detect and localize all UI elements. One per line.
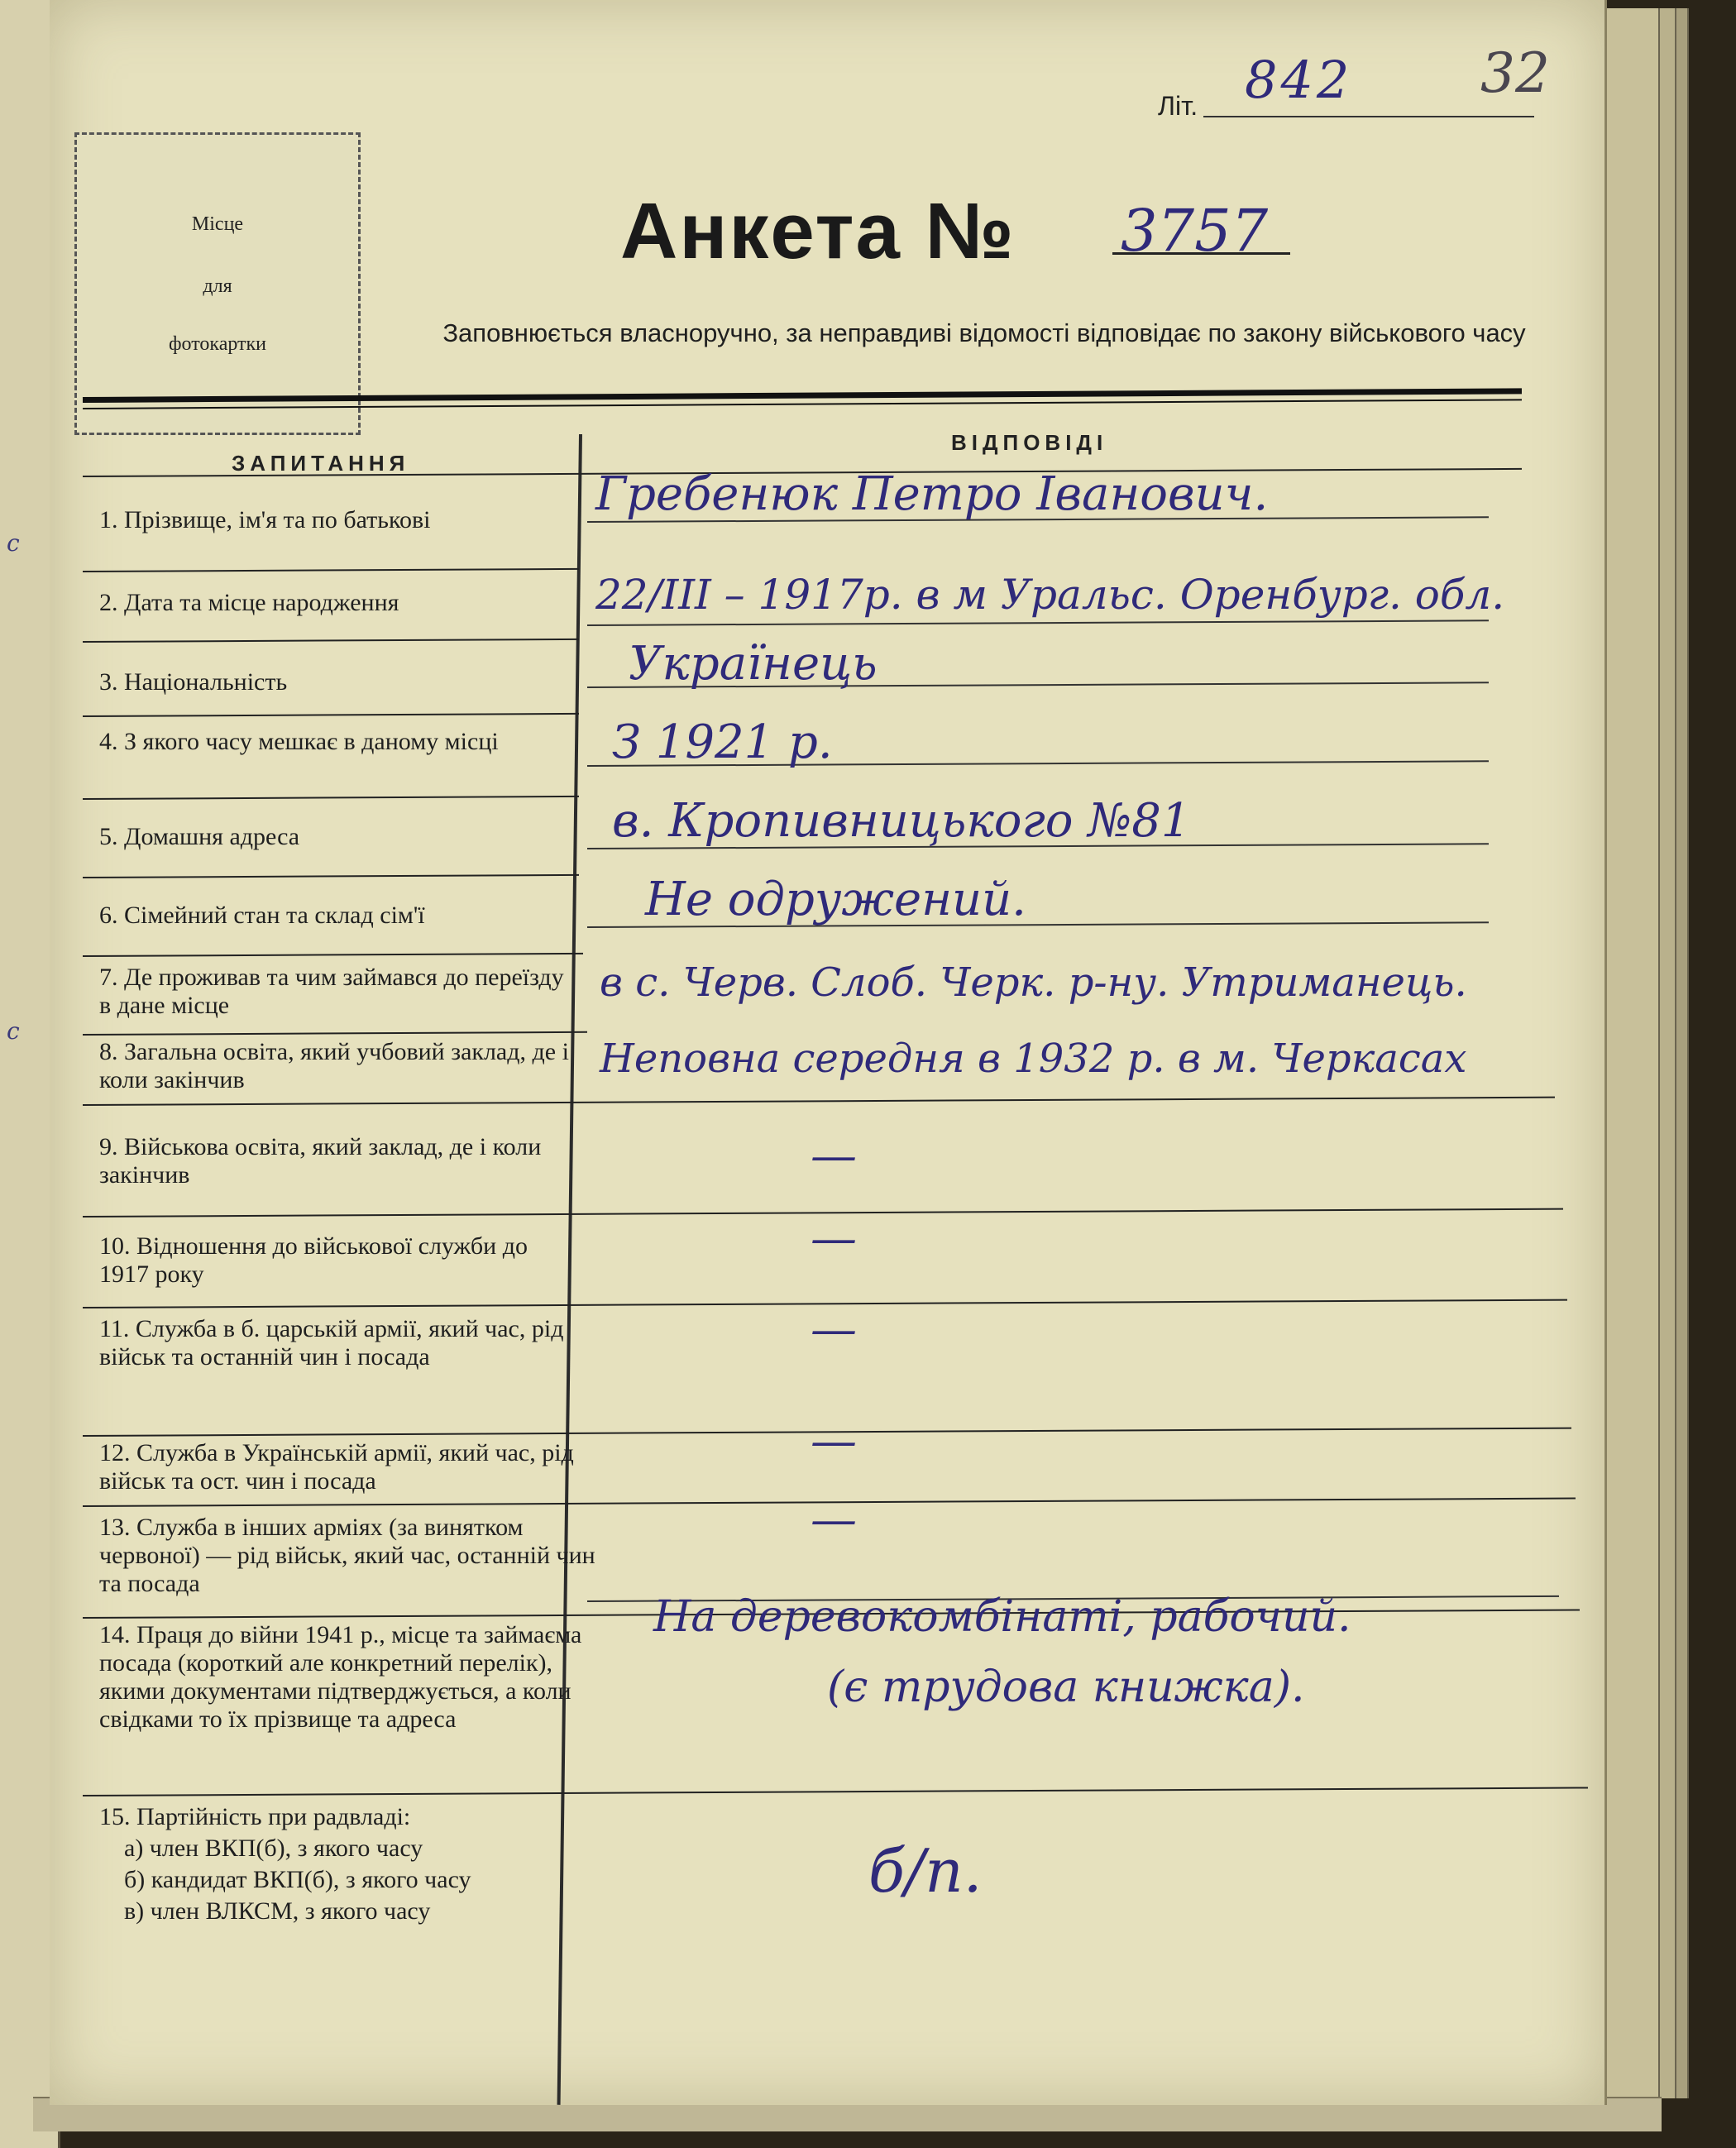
question-7: 7. Де проживав та чим займався до переїзду в дане місце [99, 964, 564, 1019]
photo-label-line: фотокартки [168, 333, 267, 355]
answer-7: в с. Черв. Слоб. Черк. р-ну. Утриманець. [600, 959, 1467, 1006]
answer-10: — [811, 1212, 857, 1265]
lit-number: 842 [1245, 50, 1353, 110]
photo-placeholder [74, 132, 361, 435]
photo-label-line: для [203, 275, 232, 297]
form-number-underline [1112, 252, 1290, 255]
answer-14: На деревокомбінаті, рабочий. [653, 1592, 1351, 1642]
answer-12: — [811, 1414, 857, 1468]
answer-3: Українець [629, 637, 878, 691]
margin-mark: с [7, 1017, 20, 1045]
row-separator [83, 568, 579, 572]
lit-label: Літ. [1158, 91, 1198, 121]
row-separator [83, 1097, 1555, 1106]
answer-5: в. Кропивницького №81 [612, 794, 1191, 848]
margin-mark: с [7, 529, 20, 557]
answer-2: 22/III – 1917р. в м Уральс. Оренбург. обл. [595, 571, 1505, 619]
answer-11: — [811, 1303, 857, 1356]
question-1: 1. Прізвище, ім'я та по батькові [99, 506, 431, 533]
question-15-item-a: а) член ВКП(б), з якого часу [124, 1835, 423, 1862]
question-2: 2. Дата та місце народження [99, 589, 399, 616]
answer-15: б/п. [868, 1836, 983, 1906]
row-separator [83, 713, 579, 717]
row-separator [83, 796, 579, 800]
lit-underline [1203, 116, 1534, 117]
row-separator [83, 1031, 587, 1036]
questions-column-header: ЗАПИТАННЯ [232, 451, 410, 476]
page-number: 32 [1480, 41, 1550, 105]
question-12: 12. Служба в Українській армії, який час, рід військ та ост. чин і посада [99, 1439, 574, 1495]
row-separator [83, 1787, 1588, 1796]
question-3: 3. Національність [99, 668, 288, 696]
questionnaire-sheet [50, 0, 1607, 2105]
answer-6: Не одружений. [645, 873, 1026, 926]
question-14: 14. Праця до війни 1941 р., місце та займаєма посада (короткий але конкретний перелік), якими документами підтверджується, а коли свідками то їх прізвище та адреса [99, 1621, 582, 1733]
question-15-item-b: б) кандидат ВКП(б), з якого часу [124, 1866, 471, 1893]
row-separator [83, 953, 583, 957]
answer-1: Гребенюк Петро Іванович. [595, 467, 1269, 521]
question-5: 5. Домашня адреса [99, 823, 300, 850]
answer-13: — [811, 1493, 857, 1547]
question-10: 10. Відношення до військової служби до 1917 року [99, 1232, 528, 1288]
question-15: 15. Партійність при радвладі: [99, 1803, 411, 1830]
form-number: 3757 [1121, 197, 1269, 265]
answer-4: З 1921 р. [612, 715, 833, 769]
question-11: 11. Служба в б. царській армії, який час, рід військ та останній чин і посада [99, 1315, 564, 1371]
row-separator [83, 639, 579, 643]
answer-8: Неповна середня в 1932 р. в м. Черкасах [600, 1036, 1467, 1082]
row-separator [83, 874, 579, 878]
question-4: 4. З якого часу мешкає в даному місці [99, 728, 499, 755]
question-9: 9. Військова освіта, який заклад, де і коли закінчив [99, 1133, 542, 1189]
answer-line [587, 620, 1489, 626]
question-15-item-c: в) член ВЛКСМ, з якого часу [124, 1897, 431, 1925]
form-subtitle: Заповнюється власноручно, за неправдиві відомості відповідає по закону військового часу [442, 318, 1526, 347]
answer-9: — [811, 1129, 857, 1183]
form-title: Анкета № [620, 187, 1016, 275]
answers-column-header: ВІДПОВІДІ [951, 430, 1108, 455]
question-8: 8. Загальна освіта, який учбовий заклад, де і коли закінчив [99, 1038, 569, 1093]
question-6: 6. Сімейний стан та склад сім'ї [99, 902, 425, 929]
question-13: 13. Служба в інших арміях (за винятком червоної) — рід військ, який час, останній чин та посада [99, 1514, 595, 1597]
photo-label-line: Місце [191, 213, 244, 235]
answer-14-note: (є трудова книжка). [827, 1662, 1305, 1712]
